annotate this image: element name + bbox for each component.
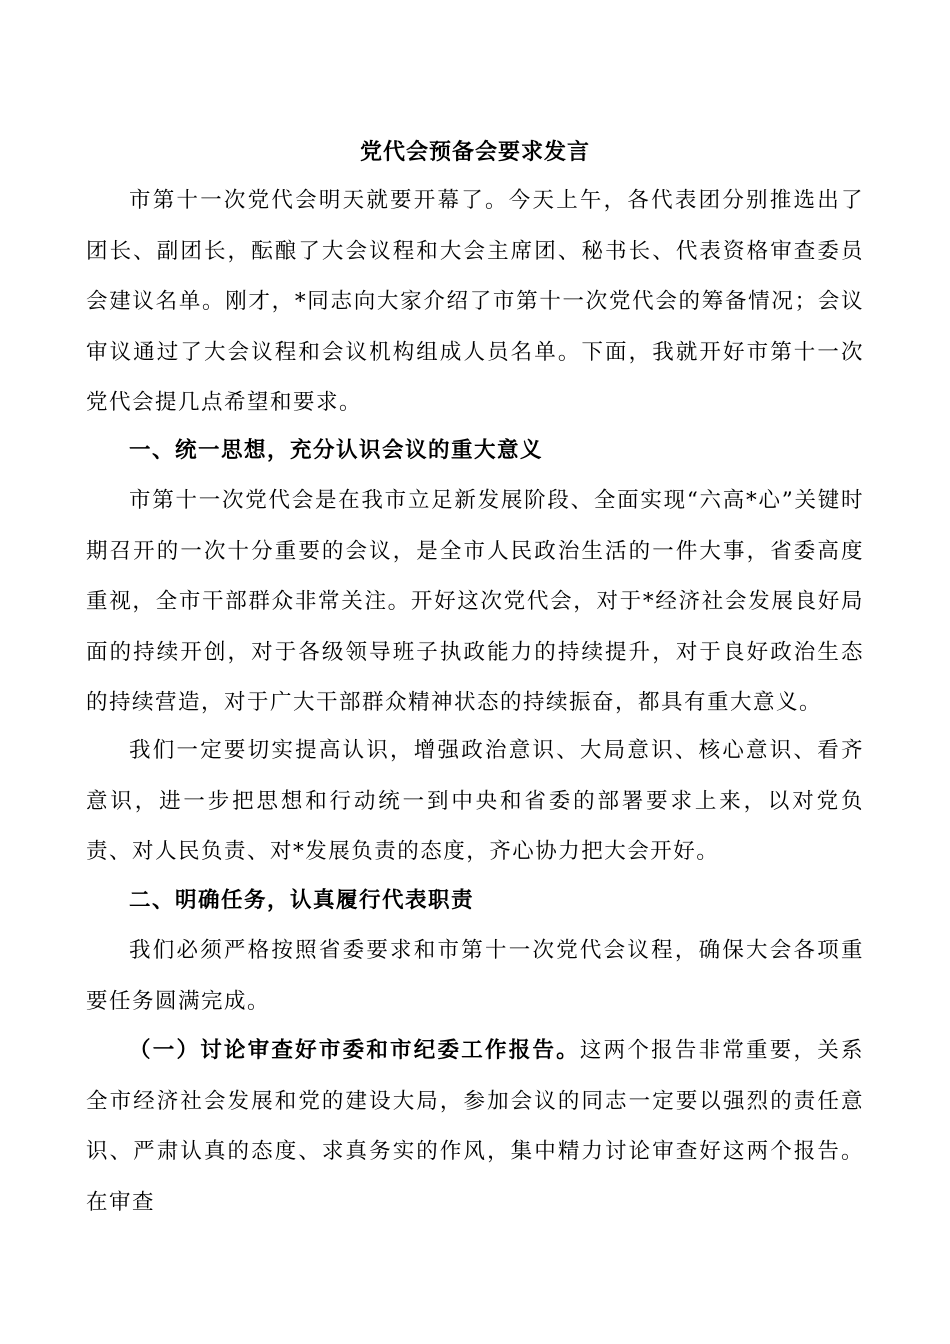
section1-paragraph-2: 我们一定要切实提高认识，增强政治意识、大局意识、核心意识、看齐意识，进一步把思想和行动统一到中央和省委的部署要求上来，以对党负责、对人民负责、对*发展负责的态度，齐心协力把大会开好。 (86, 738, 864, 864)
section-heading-1: 一、统一思想，充分认识会议的重大意义 (129, 438, 544, 463)
section1-paragraph-1: 市第十一次党代会是在我市立足新发展阶段、全面实现“六高*心”关键时期召开的一次十分重要的会议，是全市人民政治生活的一件大事，省委高度重视，全市干部群众非常关注。开好这次党代会，对于*经济社会发展良好局面的持续开创，对于各级领导班子执政能力的持续提升，对于良好政治生态的持续营造，对于广大干部群众精神状态的持续振奋，都具有重大意义。 (86, 488, 864, 715)
section-heading-2: 二、明确任务，认真履行代表职责 (129, 888, 475, 913)
item-lead-text: （一）讨论审查好市委和市纪委工作报告。 (129, 1038, 580, 1063)
intro-paragraph: 市第十一次党代会明天就要开幕了。今天上午，各代表团分别推选出了团长、副团长，酝酿了大会议程和大会主席团、秘书长、代表资格审查委员会建议名单。刚才，*同志向大家介绍了市第十一次党代会的筹备情况；会议审议通过了大会议程和会议机构组成人员名单。下面，我就开好市第十一次党代会提几点希望和要求。 (86, 188, 864, 415)
section2-paragraph-1: 我们必须严格按照省委要求和市第十一次党代会议程，确保大会各项重要任务圆满完成。 (86, 938, 864, 1014)
item-body-text: 这两个报告非常重要，关系全市经济社会发展和党的建设大局，参加会议的同志一定要以强烈的责任意识、严肃认真的态度、求真务实的作风，集中精力讨论审查好这两个报告。在审查 (86, 1038, 864, 1215)
section2-item-1 (86, 1026, 864, 1228)
document-title: 党代会预备会要求发言 (359, 139, 590, 165)
